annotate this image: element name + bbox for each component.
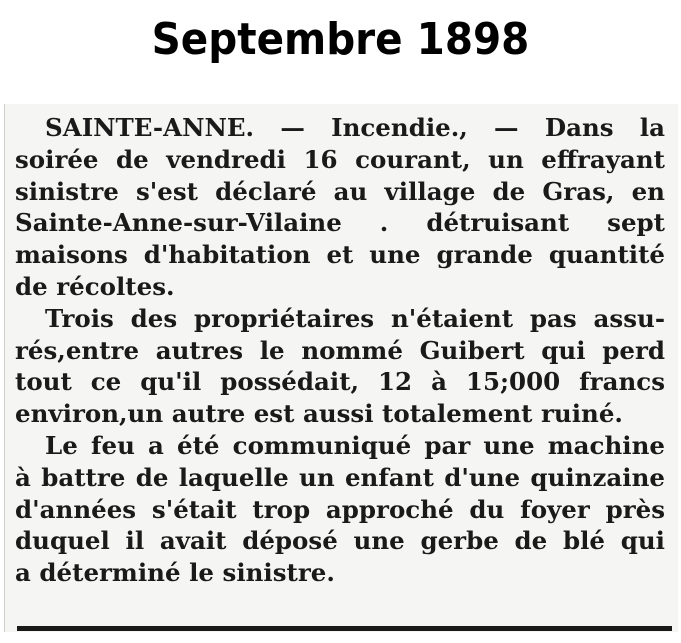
column-rule <box>17 626 672 631</box>
article-line: SAINTE-ANNE. — Incendie., — Dans la <box>45 113 665 142</box>
article-line: sinistre s'est déclaré au village de Gras, en <box>15 176 665 206</box>
article-line: rés,entre autres le nommé Guibert qui perd <box>15 335 665 365</box>
article-line: maisons d'habitation et une grande quantité <box>15 240 665 270</box>
page-title: Septembre 1898 <box>151 14 530 65</box>
article-line: a déterminé le sinistre. <box>15 558 335 588</box>
article-line: tout ce qu'il possédait, 12 à 15;000 francs <box>15 367 665 397</box>
article-line: à battre de laquelle un enfant d'une quinzaine <box>15 462 665 492</box>
article-text <box>15 112 665 589</box>
article-line: Sainte-Anne-sur-Vilaine . détruisant sept <box>15 208 665 238</box>
newspaper-clipping <box>4 104 678 632</box>
article-line: soirée de vendredi 16 courant, un effrayant <box>15 144 665 174</box>
article-line: Trois des propriétaires n'étaient pas assu- <box>45 303 665 333</box>
article-line: duquel il avait déposé une gerbe de blé qui <box>15 526 665 556</box>
article-line: Le feu a été communiqué par une machine <box>45 430 665 460</box>
article-line: de récoltes. <box>15 271 175 301</box>
article-line: d'années s'était trop approché du foyer près <box>15 494 665 524</box>
article-line: environ,un autre est aussi totalement ruiné. <box>15 399 623 429</box>
